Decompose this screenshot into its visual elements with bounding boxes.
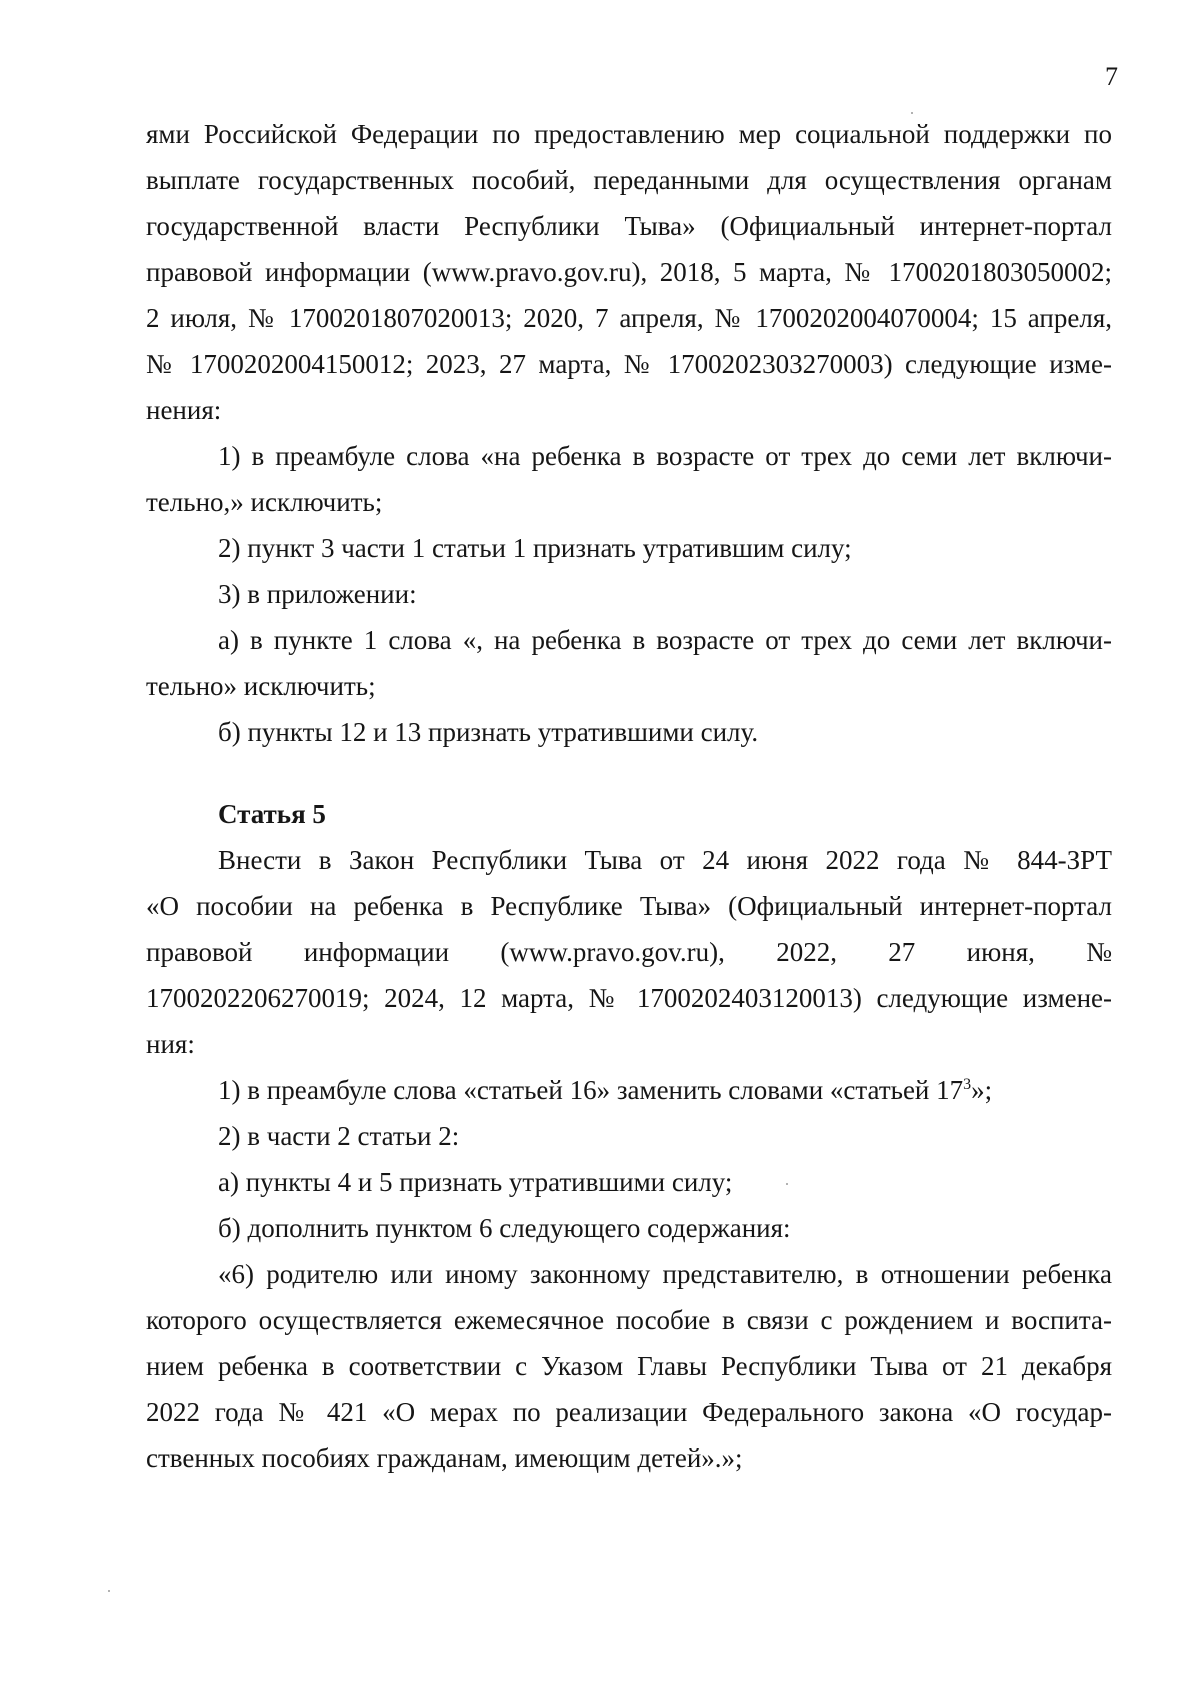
text-line: 2022 года № 421 «О мерах по реализации Федерального закона «О государ-	[146, 1397, 1112, 1427]
text-line: тельно» исключить;	[146, 671, 376, 701]
list-item: 3) в приложении:	[218, 579, 417, 609]
text-line: «О пособии на ребенка в Республике Тыва» (Официальный интернет-портал	[146, 891, 1112, 921]
scan-speck	[911, 112, 913, 114]
text-line: 2 июля, № 1700201807020013; 2020, 7 апреля, № 1700202004070004; 15 апреля,	[146, 303, 1112, 333]
scan-speck	[108, 1590, 110, 1592]
text-line: № 1700202004150012; 2023, 27 марта, № 1700202303270003) следующие изме-	[146, 349, 1112, 379]
list-item: 2) в части 2 статьи 2:	[218, 1121, 460, 1151]
text-line: выплате государственных пособий, переданными для осуществления органам	[146, 165, 1112, 195]
list-item: а) пункты 4 и 5 признать утратившими силу;	[218, 1167, 733, 1197]
page-number: 7	[1105, 62, 1118, 91]
list-item: 1) в преамбуле слова «на ребенка в возрасте от трех до семи лет включи-	[218, 441, 1112, 471]
list-item: 2) пункт 3 части 1 статьи 1 признать утратившим силу;	[218, 533, 852, 563]
text-line: ями Российской Федерации по предоставлению мер социальной поддержки по	[146, 119, 1112, 149]
text-line: Внести в Закон Республики Тыва от 24 июня 2022 года № 844-ЗРТ	[218, 845, 1112, 875]
text-line: государственной власти Республики Тыва» (Официальный интернет-портал	[146, 211, 1112, 241]
list-item: б) пункты 12 и 13 признать утратившими силу.	[218, 717, 759, 747]
text-line: правовой информации (www.pravo.gov.ru), 2022, 27 июня, №	[146, 937, 1112, 967]
text-segment: 1) в преамбуле слова «статьей 16» заменить словами «статьей 17	[218, 1075, 964, 1105]
superscript: 3	[963, 1076, 972, 1093]
list-item: б) дополнить пунктом 6 следующего содержания:	[218, 1213, 791, 1243]
list-item: а) в пункте 1 слова «, на ребенка в возрасте от трех до семи лет включи-	[218, 625, 1112, 655]
text-line: нения:	[146, 395, 222, 425]
text-line: 1700202206270019; 2024, 12 марта, № 1700202403120013) следующие измене-	[146, 983, 1112, 1013]
text-line: ния:	[146, 1029, 195, 1059]
text-line: тельно,» исключить;	[146, 487, 383, 517]
scan-speck	[786, 1183, 788, 1185]
text-line: которого осуществляется ежемесячное пособие в связи с рождением и воспита-	[146, 1305, 1112, 1335]
list-item	[218, 1073, 1112, 1107]
text-line: правовой информации (www.pravo.gov.ru), 2018, 5 марта, № 1700201803050002;	[146, 257, 1112, 287]
text-segment: »;	[971, 1075, 993, 1105]
text-line: ственных пособиях гражданам, имеющим детей».»;	[146, 1443, 743, 1473]
list-item: «6) родителю или иному законному представителю, в отношении ребенка	[218, 1259, 1112, 1289]
article-heading: Статья 5	[218, 799, 326, 829]
text-line: нием ребенка в соответствии с Указом Главы Республики Тыва от 21 декабря	[146, 1351, 1112, 1381]
